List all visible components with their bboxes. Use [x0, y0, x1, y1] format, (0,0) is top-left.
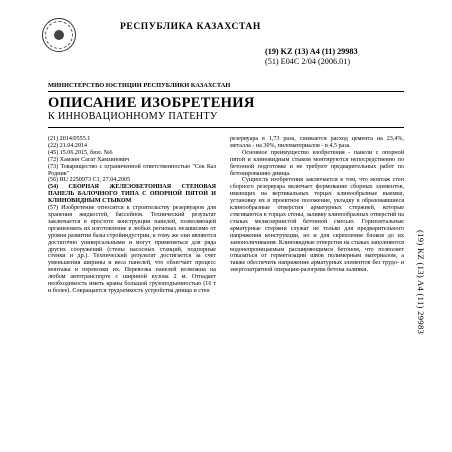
biblio-field: (21) 2014/0555.1 — [48, 136, 91, 142]
header-divider — [48, 91, 404, 92]
right-column — [230, 136, 404, 274]
side-publication-code: (19) KZ (13) A4 (11) 29983 — [416, 230, 426, 335]
abstract-text: (57) Изобретение относится к строительству резервуаров для хранения жидкостей, бассейнов. Технический результат заключается в простоте конструкции панелей, позволяющей организовать их изготовление в любых регионах независимо от уровня развития базы стройиндустрии, к тому же они являются достаточно универсальными и могут применяться для ряда других сооружений (стены насосных станций, подпорные стенки и др.). Технический результат достигается за счет уменьшения ширины и веса панелей, что облегчает процесс монтажа и перевозки их. Перевозка панелей возможна на любом автотранспорте с шириной кузова 2 м. Отпадает необходимость иметь краны большой грузоподъемностью (16 т и более). Сокращается трудоемкость устройства днища и стен — [48, 205, 216, 294]
biblio-field: (73) Товарищество с ограниченной ответственностью "Сек Каз Родник" — [48, 163, 216, 177]
title-divider — [48, 127, 404, 128]
left-column — [48, 136, 216, 295]
biblio-field: (22) 21.04.2014 — [48, 142, 88, 149]
emblem-icon — [42, 18, 76, 52]
publication-number: (19) KZ (13) A4 (11) 29983 — [265, 47, 358, 56]
ministry-name: МИНИСТЕРСТВО ЮСТИЦИИ РЕСПУБЛИКИ КАЗАХСТАН — [48, 82, 231, 89]
body-paragraph: Основное преимущество изобретения - панели с опорной пятой и клиновидным стыком монтируются непосредственно по бетонной подготовке и не требуют предварительных работ по бетонированию днища. — [230, 149, 404, 177]
country-heading: РЕСПУБЛИКА КАЗАХСТАН — [120, 22, 261, 32]
document-subtitle: К ИННОВАЦИОННОМУ ПАТЕНТУ — [48, 111, 218, 122]
body-paragraph: Сущность изобретения заключается в том, что монтаж стен сборного резервуара включает формование сборных элементов, имеющих на вертикальных торцах клинообразные выемки, установку их в проектное положение, укладку в образовавшиеся клинообразные отверстия арматурных стержней, которые стягиваются в торцах стены, заливку клинообразных отверстий на стыках мелкозернистой бетонной смесью. Горизонтальные арматурные стержни служат не только для предварительного напряжения конструкции, но и для скрепления блоков до их замоноличивания. Клиновидные отверстия на стыках заполняются водонепроницаемым расширяющимся бетоном, что позволяет отказаться от герметизации швов полимерным материалом, а также обеспечить напряжение арматурных элементов без трудо- и энергозатратной операции-разогрева бетона заливки. — [230, 177, 404, 274]
invention-title: (54) СБОРНАЯ ЖЕЛЕЗОБЕТОННАЯ СТЕНОВАЯ ПАНЕЛЬ БАЛОЧНОГО ТИПА С ОПОРНОЙ ПЯТОЙ И КЛИНОВИДНЫМ СТЫКОМ — [48, 184, 216, 205]
biblio-field: (45) 15.06.2015, бюл. №6 — [48, 149, 113, 156]
body-paragraph: резервуара в 1,73 раза, снижается расход цемента на 23,4%, металла - на 30%, пиломатериалов - в 4,5 раза. — [230, 136, 404, 149]
biblio-field: (56) RU 2250973 C1, 27.04.2005 — [48, 177, 131, 184]
document-title: ОПИСАНИЕ ИЗОБРЕТЕНИЯ — [48, 95, 255, 111]
ipc-classification: (51) E04C 2/04 (2006.01) — [265, 57, 351, 66]
biblio-field: (72) Хамзин Сагат Хамзинович — [48, 156, 130, 163]
